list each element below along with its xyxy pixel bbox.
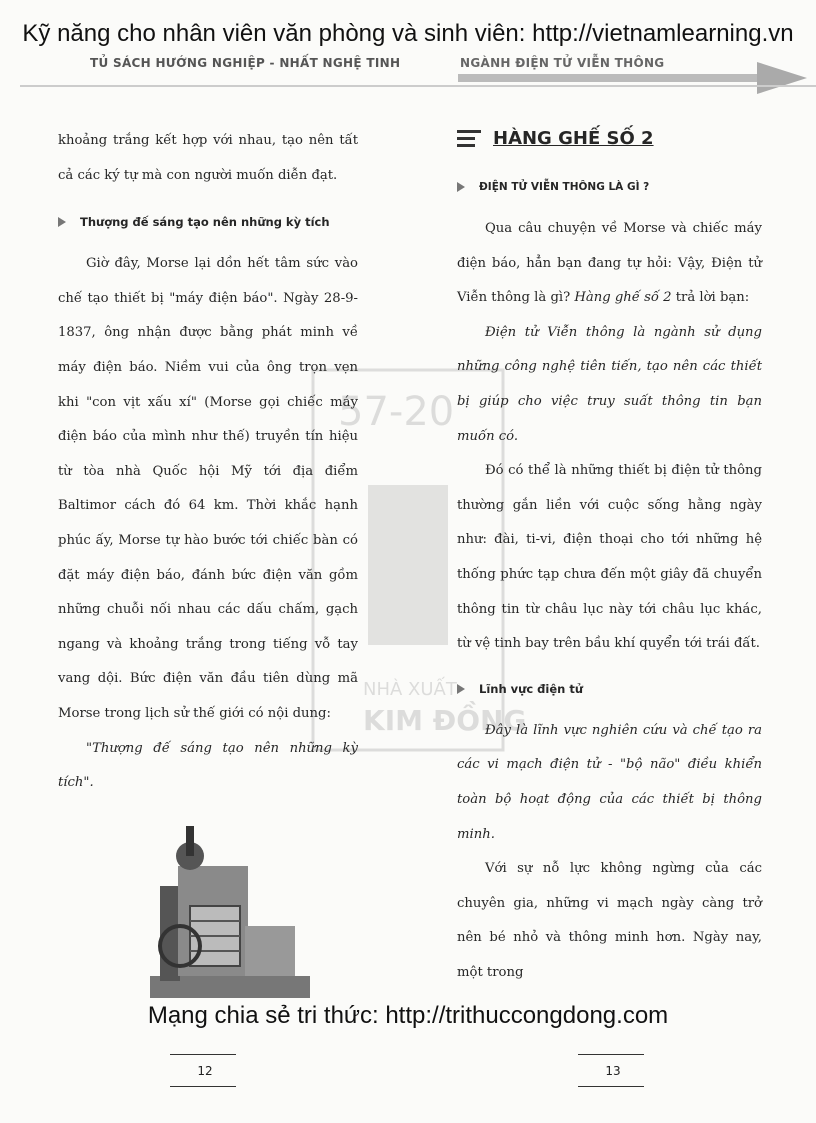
left-subheading xyxy=(58,211,358,233)
right-paragraph-1-ref: Hàng ghế số 2 xyxy=(574,290,672,306)
page-line-left-top xyxy=(170,1054,236,1055)
page-line-right-top xyxy=(578,1054,644,1055)
section-heading xyxy=(457,124,762,154)
left-subheading-text: Thượng đế sáng tạo nên những kỳ tích xyxy=(80,215,330,230)
right-paragraph-1-end: trả lời bạn: xyxy=(675,290,750,306)
telegraph-machine-illustration xyxy=(150,826,310,1002)
right-paragraph-4: Đây là lĩnh vực nghiên cứu và chế tạo ra các vi mạch điện tử - "bộ não" điều khiển toàn bộ hoạt động của các thiết bị thông minh. xyxy=(457,722,762,842)
header-left: TỦ SÁCH HƯỚNG NGHIỆP - NHẤT NGHỆ TINH xyxy=(90,56,401,70)
watermark-top: Kỹ năng cho nhân viên văn phòng và sinh viên: http://vietnamlearning.vn xyxy=(22,20,794,47)
stamp-line2: KIM ĐỒNG xyxy=(363,704,527,737)
right-subheading-1 xyxy=(457,176,762,198)
left-paragraph-0: khoảng trắng kết hợp với nhau, tạo nên tất cả các ký tự mà con người muốn diễn đạt. xyxy=(58,133,358,183)
right-paragraph-5: Với sự nỗ lực không ngừng của các chuyên gia, những vi mạch ngày càng trở nên bé nhỏ và thông minh hơn. Ngày nay, một trong xyxy=(457,861,762,980)
watermark-bottom: Mạng chia sẻ tri thức: http://trithuccongdong.com xyxy=(147,1002,669,1029)
section-title: HÀNG GHẾ SỐ 2 xyxy=(493,128,654,149)
stamp-line1: NHÀ XUẤT xyxy=(363,679,457,700)
left-quote: "Thượng đế sáng tạo nên những kỳ tích". xyxy=(58,740,358,791)
header-arrow-icon xyxy=(757,62,807,94)
right-paragraph-1 xyxy=(457,212,762,316)
right-paragraph-2: Điện tử Viễn thông là ngành sử dụng những công nghệ tiên tiến, tạo nên các thiết bị giúp cho việc truy suất thông tin bạn muốn có. xyxy=(457,324,762,444)
right-paragraph-3: Đó có thể là những thiết bị điện tử thông thường gắn liền với cuộc sống hằng ngày như: đài, ti-vi, điện thoại cho tới những hệ thống phức tạp chưa đến một giây đã chuyển thông tin từ châu lục này tới châu lục khác, từ vệ tinh bay trên bầu khí quyển tới trái đất. xyxy=(457,463,762,652)
page-number-left: 12 xyxy=(197,1064,213,1078)
page-line-right-bottom xyxy=(578,1086,644,1087)
header-divider xyxy=(20,85,816,87)
list-icon xyxy=(457,128,481,150)
header-bar xyxy=(458,74,758,82)
page-number-right: 13 xyxy=(605,1064,621,1078)
header-right: NGÀNH ĐIỆN TỬ VIỄN THÔNG xyxy=(460,56,665,70)
left-paragraph-1: Giờ đây, Morse lại dồn hết tâm sức vào chế tạo thiết bị "máy điện báo". Ngày 28-9-1837, ông nhận được bằng phát minh về máy điện báo. Niềm vui của ông trọn vẹn khi "con vịt xấu xí" (Morse gọi chiếc máy điện báo của mình như thế) truyền tín hiệu từ tòa nhà Quốc hội Mỹ tới địa điểm Baltimor cách đó 64 km. Thời khắc hạnh phúc ấy, Morse tự hào bước tới chiếc bàn có đặt máy điện báo, đánh bức điện văn gồm những chuỗi nối nhau các dấu chấm, gạch ngang và khoảng trắng trong tiếng vỗ tay vang dội. Bức điện văn đầu tiên dùng mã Morse trong lịch sử thế giới có nội dung: xyxy=(58,256,358,721)
publisher-stamp xyxy=(308,365,527,755)
bullet-triangle-icon xyxy=(457,182,465,192)
page-line-left-bottom xyxy=(170,1086,236,1087)
right-paragraph-1-text: Qua câu chuyện về Morse và chiếc máy điện báo, hẳn bạn đang tự hỏi: Vậy, Điện tử Viễn thông là gì? xyxy=(457,221,762,306)
stamp-year: 57-20 xyxy=(338,389,455,435)
right-subheading-2-text: Lĩnh vực điện tử xyxy=(479,681,583,696)
bullet-triangle-icon xyxy=(58,217,66,227)
right-subheading-1-text: ĐIỆN TỬ VIỄN THÔNG LÀ GÌ ? xyxy=(479,181,650,193)
